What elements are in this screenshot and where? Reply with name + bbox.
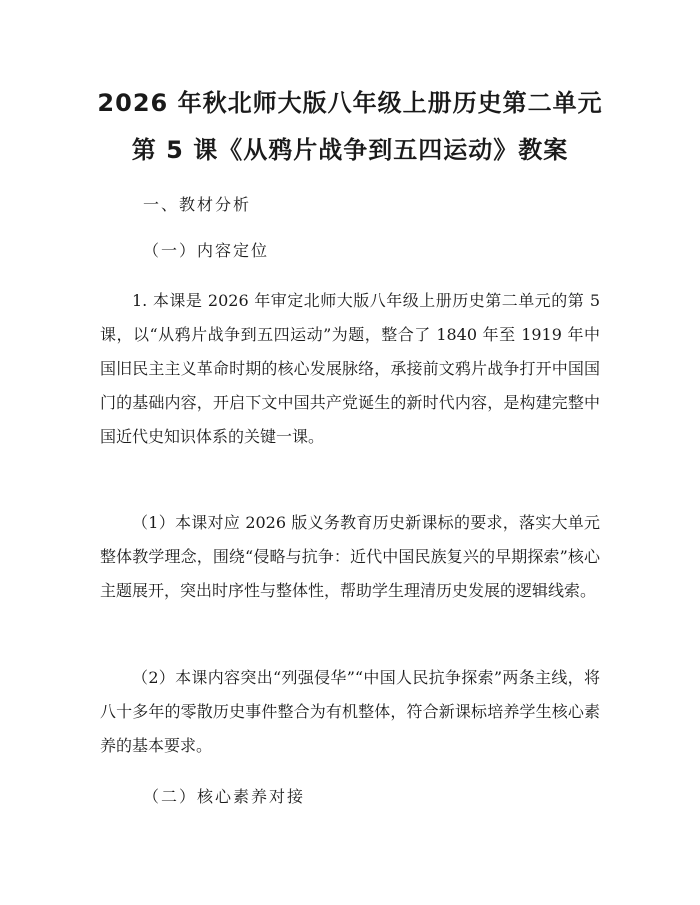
subsection-heading-core-literacy: （二）核心素养对接 <box>143 787 306 806</box>
paragraph-course-overview: 1. 本课是 2026 年审定北师大版八年级上册历史第二单元的第 5 课，以“从鸦片战争到五四运动”为题，整合了 1840 年至 1919 年中国旧民主主义革命时期的核心发展脉络，承接前文鸦片战争打开中国国门的基础内容，开启下文中国共产党诞生的新时代内容，是构建完整中国近代史知识体系的关键一课。 <box>100 291 600 446</box>
document-title-line-1: 2026 年秋北师大版八年级上册历史第二单元 <box>97 89 603 117</box>
paragraph-curriculum-standard: （1）本课对应 2026 版义务教育历史新课标的要求，落实大单元整体教学理念，围绕“侵略与抗争：近代中国民族复兴的早期探索”核心主题展开，突出时序性与整体性，帮助学生理清历史发展的逻辑线索。 <box>100 513 600 600</box>
subsection-heading-content-positioning: （一）内容定位 <box>143 241 270 260</box>
document-title-line-2: 第 5 课《从鸦片战争到五四运动》教案 <box>131 136 569 164</box>
paragraph-main-threads: （2）本课内容突出“列强侵华”“中国人民抗争探索”两条主线，将八十多年的零散历史事件整合为有机整体，符合新课标培养学生核心素养的基本要求。 <box>100 668 600 755</box>
section-heading-textbook-analysis: 一、教材分析 <box>143 195 252 214</box>
